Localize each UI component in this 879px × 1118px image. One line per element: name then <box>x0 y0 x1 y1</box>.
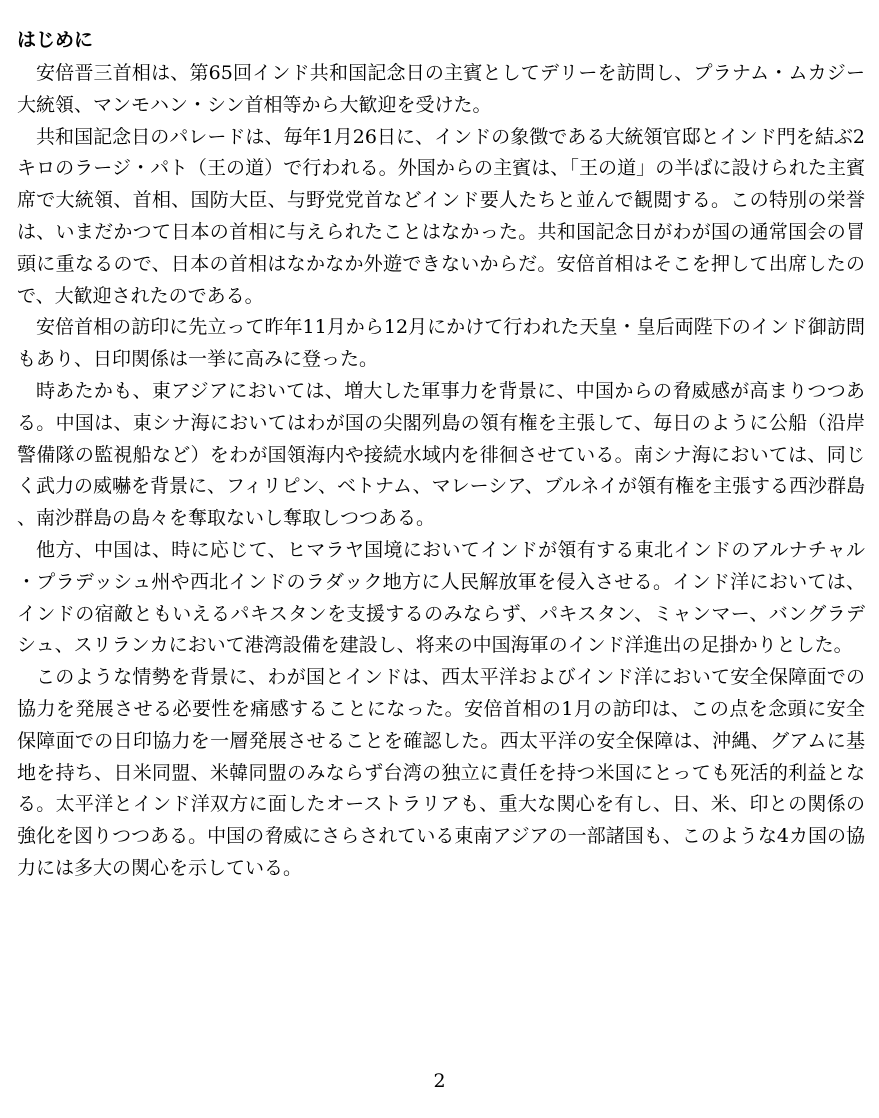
paragraph-4: 時あたかも、東アジアにおいては、増大した軍事力を背景に、中国からの脅威感が高まりつつある。中国は、東シナ海においてはわが国の尖閣列島の領有権を主張して、毎日のように公船（沿岸警備隊の監視船など）をわが国領海内や接続水域内を徘徊させている。南シナ海においては、同じく武力の威嚇を背景に、フィリピン、ベトナム、マレーシア、ブルネイが領有権を主張する西沙群島、南沙群島の島々を奪取ないし奪取しつつある。 <box>17 379 865 530</box>
section-heading: はじめに <box>17 29 94 51</box>
paragraph-1: 安倍晋三首相は、第65回インド共和国記念日の主賓としてデリーを訪問し、プラナム・ムカジー大統領、マンモハン・シン首相等から大歓迎を受けた。 <box>17 62 865 116</box>
page-number: 2 <box>433 1070 446 1092</box>
paragraph-3: 安倍首相の訪印に先立って昨年11月から12月にかけて行われた天皇・皇后両陛下のインド御訪問もあり、日印関係は一挙に高みに登った。 <box>17 316 865 371</box>
paragraph-6: このような情勢を背景に、わが国とインドは、西太平洋およびインド洋において安全保障面での協力を発展させる必要性を痛感することになった。安倍首相の1月の訪印は、この点を念頭に安全保障面での日印協力を一層発展させることを確認した。西太平洋の安全保障は、沖縄、グアムに基地を持ち、日米同盟、米韓同盟のみならず台湾の独立に責任を持つ米国にとっても死活的利益となる。太平洋とインド洋双方に面したオーストラリアも、重大な関心を有し、日、米、印との関係の強化を図りつつある。中国の脅威にさらされている東南アジアの一部諸国も、このような4カ国の協力には多大の関心を示している。 <box>17 666 865 879</box>
document-page <box>17 22 865 885</box>
paragraph-2: 共和国記念日のパレードは、毎年1月26日に、インドの象徴である大統領官邸とインド門を結ぶ2キロのラージ・パト（王の道）で行われる。外国からの主賓は、「王の道」の半ばに設けられた主賓席で大統領、首相、国防大臣、与野党党首などインド要人たちと並んで観閲する。この特別の栄誉は、いまだかつて日本の首相に与えられたことはなかった。共和国記念日がわが国の通常国会の冒頭に重なるので、日本の首相はなかなか外遊できないからだ。安倍首相はそこを押して出席したので、大歓迎されたのである。 <box>17 125 865 307</box>
paragraph-5: 他方、中国は、時に応じて、ヒマラヤ国境においてインドが領有する東北インドのアルナチャル・プラデッシュ州や西北インドのラダック地方に人民解放軍を侵入させる。インド洋においては、インドの宿敵ともいえるパキスタンを支援するのみならず、パキスタン、ミャンマー、バングラデシュ、スリランカにおいて港湾設備を建設し、将来の中国海軍のインド洋進出の足掛かりとした。 <box>17 538 865 657</box>
